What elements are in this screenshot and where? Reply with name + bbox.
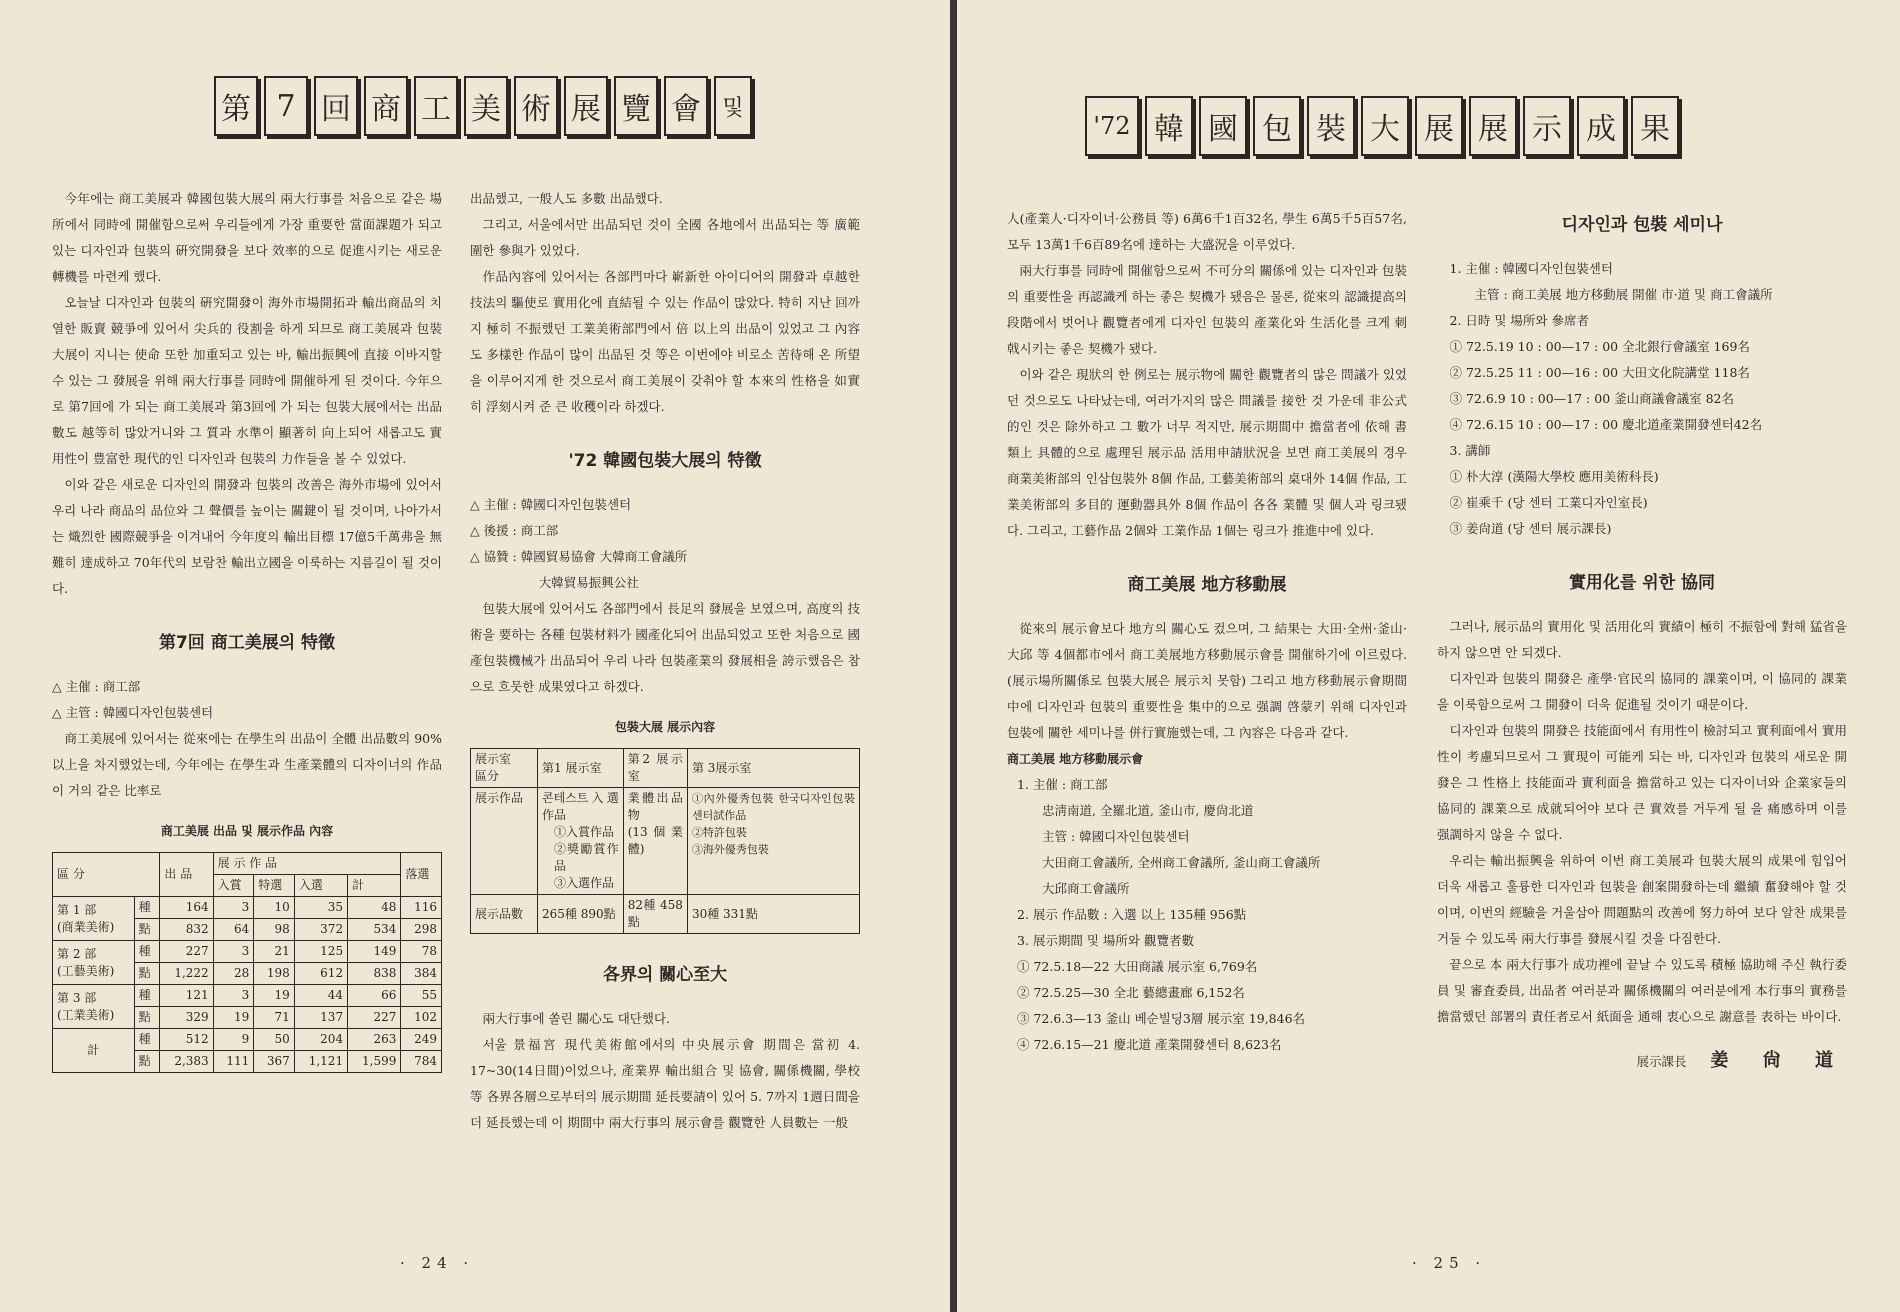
table-caption: 商工美展 出品 및 展示作品 內容 <box>160 824 334 838</box>
signature-name: 姜 尙 道 <box>1710 1050 1847 1071</box>
table-cell: 265種 890點 <box>538 895 624 934</box>
table-cell: 121 <box>160 985 213 1007</box>
section-heading: 디자인과 包裝 세미나 <box>1561 215 1723 235</box>
list-item: 1. 主催 : 韓國디자인包裝센터 <box>1449 261 1613 276</box>
row-label: 計 <box>53 1029 135 1073</box>
paragraph: 우리는 輸出振興을 위하여 이번 商工美展과 包裝大展의 成果에 힘입어 더욱 새롭고 훌륭한 디자인과 包裝을 創案開發하는데 繼續 奮發해야 할 것이며, 이번의 經驗을 거울삼아 問題點의 改善에 努力하여 보다 알찬 成果를 거둘 수 있도록 兩大行事를 發展시킬 것을 다짐한다. <box>1437 853 1847 946</box>
title-char: 工 <box>414 76 458 136</box>
title-char: 成 <box>1577 96 1625 156</box>
table-cell: 98 <box>254 919 295 941</box>
left-column-2 <box>470 186 860 1136</box>
table-header: 第2 展示室 <box>623 749 687 788</box>
paragraph: 이와 같은 現狀의 한 例로는 展示物에 關한 觀覽者의 많은 問議가 있었던 것으로도 나타났는데, 여러가지의 많은 問議를 接한 것 가운데 非公式的인 것은 除外하고 그 數가 너무 적지만, 展示期間中 擔當者에 依해 書類上 具體的으로 處理된 展示品 活用申請狀況을 보면 商工美展의 경우 商業美術部의 인삼包裝外 8個 作品, 工藝美術部의 桌대外 14個 作品, 工業美術部의 多目的 運動器具外 8個 作品이 各各 業體 및 個人과 링크됐다. 그리고, 工藝作品 2個와 工業作品 1個는 링크가 推進中에 있다. <box>1007 367 1407 538</box>
title-char: 韓 <box>1145 96 1193 156</box>
title-char: 術 <box>514 76 558 136</box>
paragraph: 이와 같은 새로운 디자인의 開發과 包裝의 改善은 海外市場에 있어서 우리 나라 商品의 品位와 그 聲價를 높이는 關鍵이 될 것이며, 나아가서는 熾烈한 國際競爭을 이겨내어 今年度의 輸出目標 17億5千萬弗을 無難히 達成하고 70年代의 보람찬 輸出立國을 이룩하는 지름길이 될 것이다. <box>52 477 442 596</box>
row-label: 展示品數 <box>471 895 538 934</box>
row-label: 展示作品 <box>471 788 538 895</box>
table-cell: 534 <box>348 919 401 941</box>
table-caption: 包裝大展 展示內容 <box>614 720 716 734</box>
table-cell: 111 <box>213 1051 254 1073</box>
table-cell: 263 <box>348 1029 401 1051</box>
table-row <box>53 1029 442 1051</box>
table-cell: 50 <box>254 1029 295 1051</box>
table-corner: 展示室 區分 <box>471 749 538 788</box>
exhibit-table <box>470 748 860 934</box>
table-header: 區 分 <box>53 853 160 897</box>
table-row <box>53 897 442 919</box>
paragraph: 오늘날 디자인과 包裝의 硏究開發이 海外市場開拓과 輸出商品의 치열한 販賣 競爭에 있어서 尖兵的 役割을 하게 되므로 商工美展과 包裝大展이 지니는 使命 또한 加重되고 있는 바, 輸出振興에 直接 이바지할 수 있는 그 發展을 위해 兩大行事를 同時에 開催하게 된 것이다. 今年으로 第7回에 가 되는 商工美展과 第3回에 가 되는 包裝大展에서는 出品數도 越等히 많았거니와 그 質과 水準이 顯著히 向上되어 새롭고도 實用性이 豊富한 現代的인 디자인과 包裝의 力作들을 볼 수 있었다. <box>52 295 442 466</box>
list-item: 主管 : 韓國디자인包裝센터 <box>1042 829 1190 844</box>
title-char: 展 <box>564 76 608 136</box>
table-cell: 78 <box>401 941 442 963</box>
table-cell: 298 <box>401 919 442 941</box>
table-header: 落選 <box>401 853 442 897</box>
table-cell: 21 <box>254 941 295 963</box>
row-label: 第 2 部 (工藝美術) <box>53 941 135 985</box>
title-char: 美 <box>464 76 508 136</box>
table-cell: 28 <box>213 963 254 985</box>
unit-cell: 點 <box>134 963 160 985</box>
right-column-2 <box>1437 206 1847 1075</box>
table-cell: 1,599 <box>348 1051 401 1073</box>
table-cell: 512 <box>160 1029 213 1051</box>
list-item: 3. 展示期間 및 場所와 觀覽者數 <box>1017 933 1194 948</box>
table-cell: 30種 331點 <box>687 895 859 934</box>
unit-cell: 點 <box>134 1007 160 1029</box>
list-item: 大韓貿易振興公社 <box>538 575 639 590</box>
table-cell: 125 <box>294 941 347 963</box>
table-header: 第1 展示室 <box>538 749 624 788</box>
left-page-title <box>214 76 752 136</box>
section-heading: 各界의 關心至大 <box>602 965 728 985</box>
sub-heading: 商工美展 地方移動展示會 <box>1007 752 1144 766</box>
unit-cell: 種 <box>134 897 160 919</box>
table-cell: 10 <box>254 897 295 919</box>
list-item: ④ 72.6.15—21 慶北道 產業開發센터 8,623名 <box>1017 1037 1282 1052</box>
table-cell: 3 <box>213 941 254 963</box>
right-page <box>957 0 1900 1312</box>
table-cell: 204 <box>294 1029 347 1051</box>
table-header: 入賞 <box>213 875 254 897</box>
list-item: ① 72.5.18—22 大田商議 展示室 6,769名 <box>1017 959 1258 974</box>
table-row <box>53 941 442 963</box>
table-cell: 612 <box>294 963 347 985</box>
unit-cell: 種 <box>134 985 160 1007</box>
paragraph: 從來의 展示會보다 地方의 關心도 컸으며, 그 結果는 大田·全州·釜山·大邱 等 4個都市에서 商工美展地方移動展示會를 開催하기에 이르렀다. (展示場所關係로 包裝大展은 展示치 못함) 그리고 地方移動展示會期間中에 디자인과 包裝의 重要性을 集中的으로 强調 啓蒙키 위해 디자인과 包裝에 關한 세미나를 併行實施했는데, 그 內容은 다음과 같다. <box>1007 621 1407 740</box>
table-cell: 콘테스트入選作品 ①入賞作品 ②獎勵賞作品 ③入選作品 <box>538 788 624 895</box>
list-item: 忠淸南道, 全羅北道, 釜山市, 慶尙北道 <box>1042 803 1254 818</box>
title-char: 會 <box>664 76 708 136</box>
paragraph: 兩大行事에 쏠린 關心도 대단했다. <box>482 1011 670 1026</box>
section-heading: '72 韓國包裝大展의 特徵 <box>568 451 762 471</box>
page-number: · 24 · <box>400 1254 475 1272</box>
list-item: ④ 72.6.15 10 : 00—17 : 00 慶北道產業開發센터42名 <box>1449 417 1763 432</box>
list-item: ③ 72.6.3—13 釜山 베순빌딩3層 展示室 19,846名 <box>1017 1011 1306 1026</box>
signature-title: 展示課長 <box>1636 1054 1687 1069</box>
list-item: ② 崔乘千 (당 센터 工業디자인室長) <box>1449 495 1648 510</box>
table-cell: 48 <box>348 897 401 919</box>
table-cell: 249 <box>401 1029 442 1051</box>
section-heading: 商工美展 地方移動展 <box>1127 575 1287 595</box>
unit-cell: 種 <box>134 1029 160 1051</box>
paragraph: 包裝大展에 있어서도 各部門에서 長足의 發展을 보였으며, 高度의 技術을 要하는 各種 包裝材料가 國產化되어 出品되었고 또한 처음으로 國產包裝機械가 出品되어 우리 나라 包裝產業의 發展相을 誇示했음은 참으로 흐뭇한 成果였다고 하겠다. <box>470 601 860 694</box>
title-char: 展 <box>1415 96 1463 156</box>
list-item: △ 主管 : 韓國디자인包裝센터 <box>52 705 214 720</box>
list-item: 大田商工會議所, 全州商工會議所, 釜山商工會議所 <box>1042 855 1321 870</box>
list-item: 主管 : 商工美展 地方移動展 開催 市·道 및 商工會議所 <box>1474 287 1773 302</box>
table-cell: 149 <box>348 941 401 963</box>
table-header: 入選 <box>294 875 347 897</box>
table-header: 第 3展示室 <box>687 749 859 788</box>
section-heading: 第7回 商工美展의 特徵 <box>158 633 336 653</box>
paragraph: 作品內容에 있어서는 各部門마다 嶄新한 아이디어의 開發과 卓越한 技法의 驅使로 實用化에 直結될 수 있는 作品이 많았다. 特히 지난 回까지 極히 不振했던 工業美術部門에서 倍 以上의 出品이 있었고 그 內容도 多樣한 作品이 많이 出品된 것 等은 이번에야 비로소 苦待해 온 所望을 이루어지게 한 것으로서 商工美展이 갖춰야 할 本來의 性格을 如實히 浮刻시켜 준 큰 收穫이라 하겠다. <box>470 269 860 414</box>
table-cell: 227 <box>348 1007 401 1029</box>
paragraph: 人(產業人·디자이너·公務員 等) 6萬6千1百32名, 學生 6萬5千5百57名, 모두 13萬1千6百89名에 達하는 大盛況을 이루었다. <box>1007 211 1407 252</box>
table-header: 計 <box>348 875 401 897</box>
paragraph: 디자인과 包裝의 開發은 技能面에서 有用性이 檢討되고 實利面에서 實用性이 考慮되므로서 그 實現이 可能케 되는 바, 디자인과 包裝의 새로운 開發은 그 性格上 技能面과 實利面을 擔當하고 있는 디자이너와 企業家들의 協同的 課業으로 成就되어야 보다 큰 實效를 거두게 될 을 痛感하며 이를 强調하지 않을 수 없다. <box>1437 723 1847 842</box>
table-cell: 1,121 <box>294 1051 347 1073</box>
title-char: 7 <box>264 76 308 136</box>
paragraph: 디자인과 包裝의 開發은 產學·官民의 協同的 課業이며, 이 協同的 課業을 이룩함으로써 그 開發이 더욱 促進될 것이기 때문이다. <box>1437 671 1847 712</box>
list-item: ③ 姜尙道 (당 센터 展示課長) <box>1449 521 1612 536</box>
table-cell: 19 <box>254 985 295 1007</box>
paragraph: 그러나, 展示品의 實用化 및 活用化의 實績이 極히 不振함에 對해 猛省을 하지 않으면 안 되겠다. <box>1437 619 1847 660</box>
table-cell: ①內外優秀包裝 한국디자인包裝센터試作品 ②特許包裝 ③海外優秀包裝 <box>687 788 859 895</box>
table-header: 展 示 作 品 <box>213 853 401 875</box>
title-char: '72 <box>1085 96 1139 156</box>
table-cell: 44 <box>294 985 347 1007</box>
list-item: △ 主催 : 商工部 <box>52 679 141 694</box>
row-label: 第 3 部 (工業美術) <box>53 985 135 1029</box>
list-item: ① 72.5.19 10 : 00—17 : 00 全北銀行會議室 169名 <box>1449 339 1750 354</box>
paragraph: 出品했고, 一般人도 多數 出品했다. <box>470 191 663 206</box>
table-cell: 329 <box>160 1007 213 1029</box>
table-row <box>471 895 860 934</box>
table-cell: 66 <box>348 985 401 1007</box>
title-char: 商 <box>364 76 408 136</box>
table-cell: 55 <box>401 985 442 1007</box>
title-char: 및 <box>714 76 752 136</box>
table-cell: 164 <box>160 897 213 919</box>
paragraph: 서울 景福宮 現代美術館에서의 中央展示會 期間은 當初 4. 17~30(14日間)이었으나, 產業界 輸出組合 및 協會, 關係機關, 學校 等 各界各層으로부터의 展示期間 延長要請이 있어 5. 7까지 1週日間을 더 延長했는데 이 期間中 兩大行事의 展示會를 觀覽한 人員數는 一般 <box>470 1037 860 1130</box>
paragraph: 끝으로 本 兩大行事가 成功裡에 끝날 수 있도록 積極 協助해 주신 執行委員 및 審査委員, 出品者 여러분과 關係機關의 여러분에게 本行事의 實務를 擔當했던 部署의 責任者로서 紙面을 通해 衷心으로 謝意를 表하는 바이다. <box>1437 957 1847 1024</box>
list-item: △ 主催 : 韓國디자인包裝센터 <box>470 497 632 512</box>
right-column-1 <box>1007 206 1407 1058</box>
table-cell: 35 <box>294 897 347 919</box>
table-cell: 198 <box>254 963 295 985</box>
title-char: 第 <box>214 76 258 136</box>
title-char: 覽 <box>614 76 658 136</box>
list-item: 大邱商工會議所 <box>1042 881 1130 896</box>
table-cell: 3 <box>213 985 254 1007</box>
table-cell: 1,222 <box>160 963 213 985</box>
table-cell: 64 <box>213 919 254 941</box>
entries-table <box>52 852 442 1073</box>
table-cell: 384 <box>401 963 442 985</box>
table-row <box>53 985 442 1007</box>
list-item: △ 後援 : 商工部 <box>470 523 559 538</box>
unit-cell: 種 <box>134 941 160 963</box>
table-cell: 2,383 <box>160 1051 213 1073</box>
table-cell: 372 <box>294 919 347 941</box>
table-cell: 3 <box>213 897 254 919</box>
table-header: 出 品 <box>160 853 213 897</box>
paragraph: 兩大行事를 同時에 開催함으로써 不可分의 關係에 있는 디자인과 包裝의 重要性을 再認識케 하는 좋은 契機가 됐음은 물론, 從來의 認識提高의 段階에서 벗어나 觀覽者에게 디자인 包裝의 產業化와 生活化를 크게 刺戟시키는 좋은 契機가 됐다. <box>1007 263 1407 356</box>
table-cell: 227 <box>160 941 213 963</box>
title-char: 包 <box>1253 96 1301 156</box>
title-char: 國 <box>1199 96 1247 156</box>
table-cell: 832 <box>160 919 213 941</box>
list-item: △ 協贊 : 韓國貿易協會 大韓商工會議所 <box>470 549 688 564</box>
table-cell: 19 <box>213 1007 254 1029</box>
paragraph: 商工美展에 있어서는 從來에는 在學生의 出品이 全體 出品數의 90% 以上을 차지했었는데, 今年에는 在學生과 生產業體의 디자이너의 作品이 거의 같은 比率로 <box>52 731 442 798</box>
table-cell: 82種 458點 <box>623 895 687 934</box>
list-item: ② 72.5.25—30 全北 藝總畫廊 6,152名 <box>1017 985 1245 1000</box>
table-cell: 784 <box>401 1051 442 1073</box>
unit-cell: 點 <box>134 1051 160 1073</box>
table-cell: 137 <box>294 1007 347 1029</box>
table-cell: 71 <box>254 1007 295 1029</box>
table-cell: 9 <box>213 1029 254 1051</box>
right-page-title <box>1085 96 1679 156</box>
table-cell: 116 <box>401 897 442 919</box>
table-cell: 838 <box>348 963 401 985</box>
paragraph: 今年에는 商工美展과 韓國包裝大展의 兩大行事를 처음으로 같은 場所에서 同時에 開催함으로써 우리들에게 가장 重要한 當面課題가 되고 있는 디자인과 包裝의 硏究開發을 보다 效率的으로 促進시키는 새로운 轉機를 마련케 했다. <box>52 191 442 284</box>
section-heading: 實用化를 위한 協同 <box>1568 573 1716 593</box>
table-cell: 367 <box>254 1051 295 1073</box>
row-label: 第 1 部 (商業美術) <box>53 897 135 941</box>
list-item: 1. 主催 : 商工部 <box>1017 777 1108 792</box>
title-char: 展 <box>1469 96 1517 156</box>
title-char: 示 <box>1523 96 1571 156</box>
table-row <box>471 788 860 895</box>
list-item: 3. 講師 <box>1449 443 1491 458</box>
left-column-1 <box>52 186 442 1073</box>
list-item: ① 朴大淳 (漢陽大學校 應用美術科長) <box>1449 469 1659 484</box>
table-header: 特選 <box>254 875 295 897</box>
list-item: 2. 日時 및 場所와 參席者 <box>1449 313 1589 328</box>
paragraph: 그리고, 서울에서만 出品되던 것이 全國 各地에서 出品되는 等 廣範圍한 參與가 있었다. <box>470 217 860 258</box>
list-item: 2. 展示 作品數 : 入選 以上 135種 956點 <box>1017 907 1247 922</box>
page-number: · 25 · <box>1412 1254 1487 1272</box>
table-cell: 102 <box>401 1007 442 1029</box>
unit-cell: 點 <box>134 919 160 941</box>
table-cell: 業體出品物 (13個業體) <box>623 788 687 895</box>
title-char: 裝 <box>1307 96 1355 156</box>
list-item: ② 72.5.25 11 : 00—16 : 00 大田文化院講堂 118名 <box>1449 365 1750 380</box>
title-char: 果 <box>1631 96 1679 156</box>
signature <box>1437 1048 1847 1075</box>
title-char: 回 <box>314 76 358 136</box>
list-item: ③ 72.6.9 10 : 00—17 : 00 釜山商議會議室 82名 <box>1449 391 1734 406</box>
title-char: 大 <box>1361 96 1409 156</box>
